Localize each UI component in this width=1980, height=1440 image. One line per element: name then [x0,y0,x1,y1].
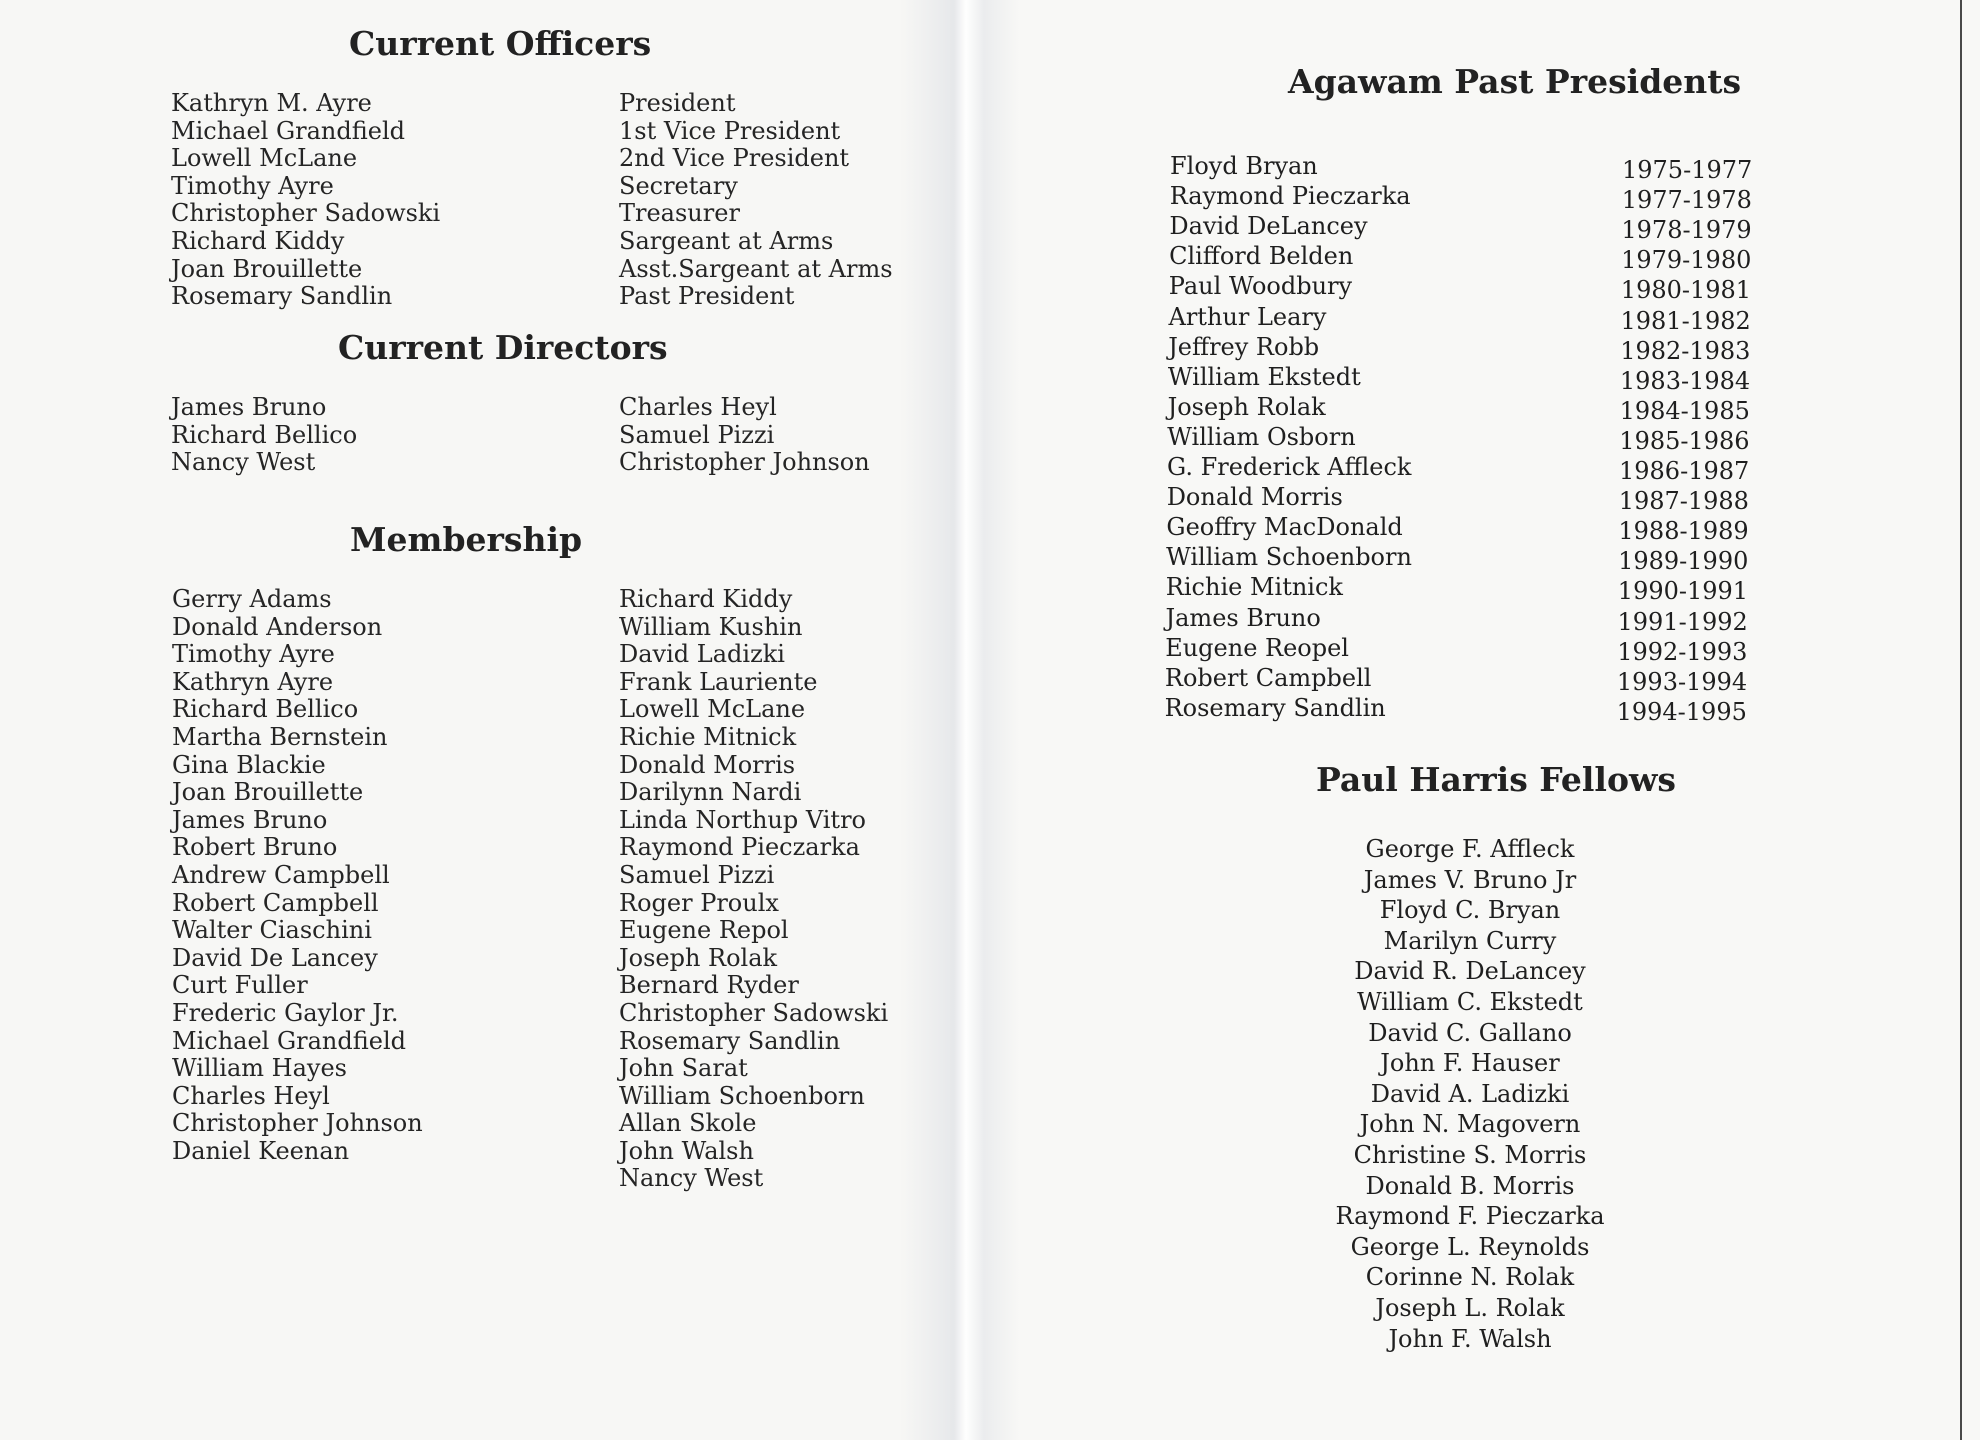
fellow-name: Christine S. Morris [1353,1140,1587,1169]
member-name: Darilynn Nardi [619,778,802,807]
member-name: Eugene Repol [619,916,789,945]
member-name: David Ladizki [619,640,785,669]
past-president-years: 1987-1988 [1618,487,1749,516]
member-name: Allan Skole [619,1109,757,1138]
officer-name: Michael Grandfield [171,116,405,145]
member-name: Bernard Ryder [619,971,799,1000]
member-name: Martha Bernstein [172,722,388,751]
officer-name: Timothy Ayre [171,171,334,200]
past-president-years: 1984-1985 [1619,396,1750,425]
past-president-years: 1978-1979 [1621,216,1752,245]
fellow-name: David C. Gallano [1368,1018,1572,1047]
fellows-heading: Paul Harris Fellows [1316,760,1676,799]
director-name: James Bruno [171,393,327,421]
page-edge [1960,0,1962,1440]
past-president-name: G. Frederick Affleck [1167,453,1412,481]
member-name: Frederic Gaylor Jr. [172,998,399,1027]
member-name: Charles Heyl [172,1081,330,1110]
director-name: Christopher Johnson [619,448,870,477]
member-name: Richard Kiddy [619,585,793,613]
fellow-name: Marilyn Curry [1383,926,1557,955]
member-name: John Sarat [619,1054,748,1083]
member-name: Timothy Ayre [172,640,335,669]
member-name: Gina Blackie [172,750,326,779]
officer-role: Sargeant at Arms [619,226,834,255]
right-page [960,0,1980,1440]
member-name: Christopher Sadowski [619,998,889,1027]
past-president-years: 1985-1986 [1619,426,1750,455]
officers-names-column [171,90,440,311]
director-name: Nancy West [171,448,316,477]
member-name: Lowell McLane [619,695,806,724]
officer-role: Secretary [619,171,738,200]
fellow-name: David R. DeLancey [1354,957,1586,986]
fellow-name: George L. Reynolds [1350,1232,1590,1261]
member-name: Michael Grandfield [172,1026,406,1055]
member-name: Linda Northup Vitro [619,805,866,834]
member-name: Raymond Pieczarka [619,833,860,862]
officer-name: Christopher Sadowski [171,199,441,228]
directors-column-1 [171,394,357,477]
member-name: Frank Lauriente [619,667,818,696]
officer-role: 1st Vice President [619,116,841,145]
past-president-name: Floyd Bryan [1170,152,1318,180]
member-name: Richie Mitnick [619,722,797,751]
past-president-name: James Bruno [1165,603,1321,632]
past-president-name: Donald Morris [1166,483,1343,512]
past-president-name: Eugene Reopel [1165,633,1349,662]
member-name: John Walsh [619,1136,754,1165]
past-president-name: Clifford Belden [1169,242,1354,271]
directors-heading: Current Directors [338,328,668,367]
fellow-name: David A. Ladizki [1370,1079,1570,1108]
past-president-years: 1979-1980 [1621,246,1752,275]
past-president-name: William Ekstedt [1167,362,1361,391]
member-name: Daniel Keenan [172,1136,350,1165]
fellows-list [1300,834,1640,1354]
fellow-name: John N. Magovern [1359,1110,1581,1139]
past-president-name: Rosemary Sandlin [1164,693,1386,722]
past-president-years: 1982-1983 [1620,336,1751,365]
member-name: Joseph Rolak [619,943,778,972]
officer-role: Past President [619,282,795,311]
officer-role: Asst.Sargeant at Arms [619,254,893,283]
officer-role: President [619,89,736,117]
past-president-years: 1993-1994 [1616,667,1748,696]
member-name: Donald Morris [619,750,796,779]
member-name: Curt Fuller [172,971,308,1000]
officer-name: Rosemary Sandlin [171,282,393,311]
fellow-name: George F. Affleck [1365,835,1575,863]
fellow-name: Floyd C. Bryan [1379,896,1561,925]
member-name: David De Lancey [172,943,378,972]
past-president-years: 1980-1981 [1620,276,1752,305]
officers-roles-column [619,90,893,311]
fellow-name: Corinne N. Rolak [1365,1263,1575,1292]
fellow-name: James V. Bruno Jr [1363,865,1577,894]
officer-role: 2nd Vice President [619,144,850,173]
fellow-name: William C. Ekstedt [1357,987,1583,1016]
past-president-name: Arthur Leary [1168,302,1327,331]
past-president-years: 1988-1989 [1618,517,1749,546]
officer-role: Treasurer [619,199,740,228]
membership-heading: Membership [350,520,583,559]
member-name: William Kushin [619,612,803,641]
past-president-years: 1977-1978 [1621,186,1752,215]
member-name: Walter Ciaschini [172,916,372,945]
past-president-name: William Osborn [1167,422,1356,451]
director-name: Charles Heyl [619,393,777,421]
member-name: Gerry Adams [172,585,332,613]
officer-name: Joan Brouillette [171,254,363,283]
member-name: Andrew Campbell [172,860,390,889]
member-name: Joan Brouillette [172,778,364,807]
member-name: James Bruno [172,805,328,834]
past-president-name: Joseph Rolak [1167,392,1326,421]
fellow-name: Donald B. Morris [1365,1171,1575,1200]
past-president-years: 1983-1984 [1619,366,1751,395]
membership-column-2 [619,586,888,1193]
past-president-years: 1991-1992 [1617,607,1748,636]
past-president-name: Paul Woodbury [1168,272,1353,301]
past-president-years: 1981-1982 [1620,306,1751,335]
member-name: Rosemary Sandlin [619,1026,841,1055]
past-president-years: 1975-1977 [1622,156,1753,184]
director-name: Richard Bellico [171,420,358,449]
past-president-years: 1994-1995 [1616,697,1747,726]
member-name: William Hayes [172,1054,347,1083]
member-name: Samuel Pizzi [619,860,775,889]
member-name: Robert Bruno [172,833,338,862]
past-presidents-heading: Agawam Past Presidents [1288,62,1742,101]
officer-name: Lowell McLane [171,144,358,173]
member-name: Christopher Johnson [172,1109,423,1138]
fellow-name: Joseph L. Rolak [1375,1293,1565,1322]
past-president-name: Geoffry MacDonald [1166,513,1403,542]
member-name: Roger Proulx [619,888,779,917]
member-name: Richard Bellico [172,695,359,724]
left-page [0,0,950,1440]
member-name: Kathryn Ayre [172,667,334,696]
member-name: William Schoenborn [619,1081,865,1110]
past-president-years: 1990-1991 [1617,577,1749,606]
past-president-name: Richie Mitnick [1165,573,1343,602]
member-name: Robert Campbell [172,888,379,917]
fellow-name: John F. Hauser [1380,1049,1560,1078]
past-president-name: William Schoenborn [1166,543,1412,572]
book-gutter [900,0,1020,1440]
director-name: Samuel Pizzi [619,420,775,449]
member-name: Nancy West [619,1164,764,1193]
past-president-years: 1992-1993 [1617,637,1748,666]
past-president-name: David DeLancey [1169,212,1368,241]
officer-name: Richard Kiddy [171,226,345,255]
officer-name: Kathryn M. Ayre [171,89,372,117]
past-president-name: Jeffrey Robb [1168,332,1320,361]
past-president-years: 1989-1990 [1618,547,1749,576]
fellow-name: John F. Walsh [1388,1324,1552,1353]
officers-heading: Current Officers [349,24,652,63]
past-president-name: Raymond Pieczarka [1169,182,1411,211]
member-name: Donald Anderson [172,612,383,641]
past-president-name: Robert Campbell [1164,663,1372,692]
directors-column-2 [619,394,870,477]
fellow-name: Raymond F. Pieczarka [1335,1202,1605,1231]
membership-column-1 [172,586,423,1165]
past-president-years: 1986-1987 [1619,457,1750,485]
